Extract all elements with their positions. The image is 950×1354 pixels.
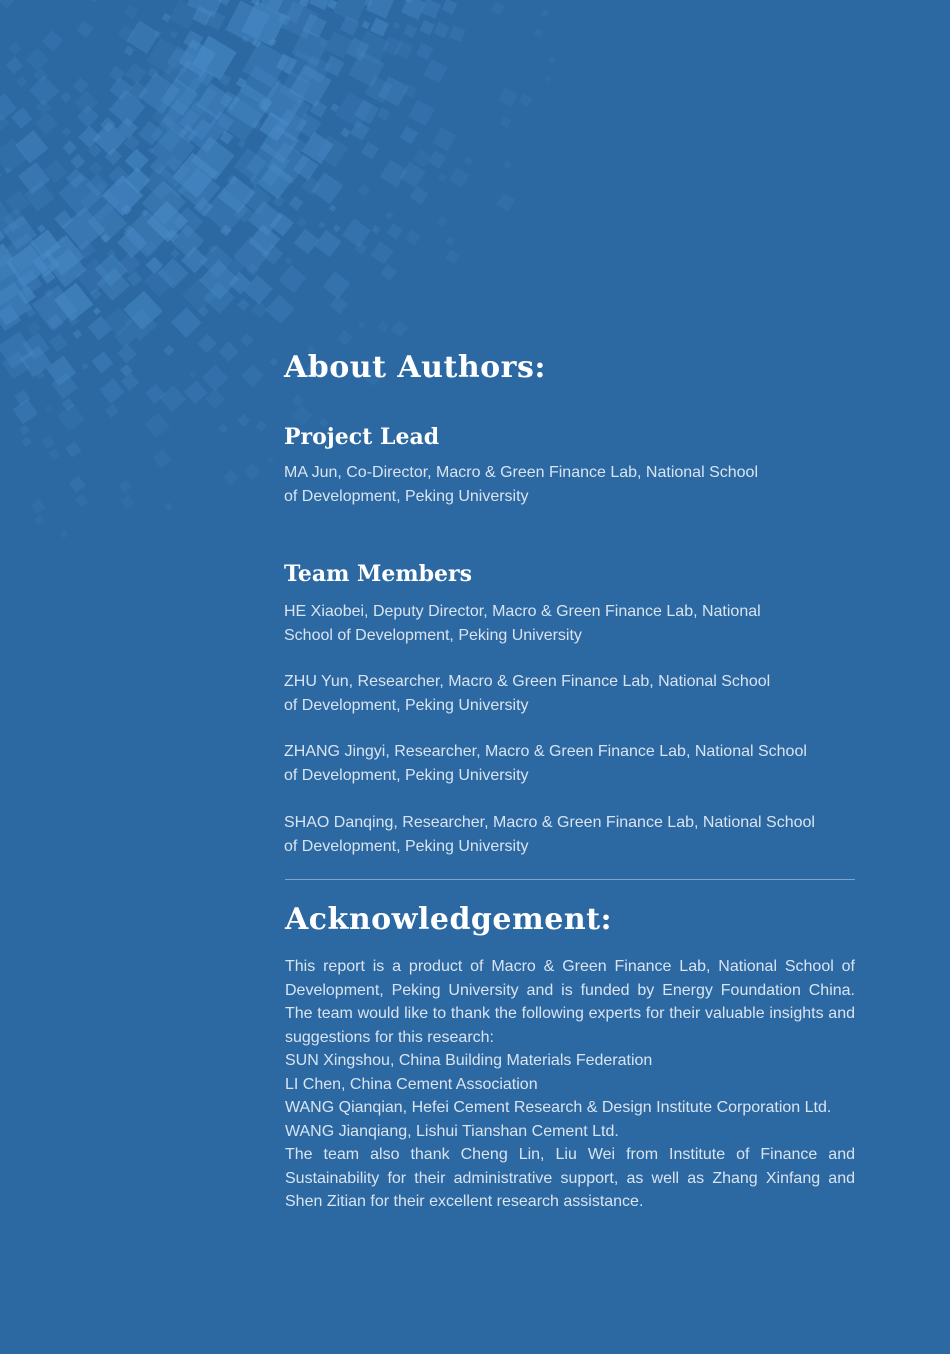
team-member-entry <box>284 740 807 787</box>
acknowledgement-body <box>285 955 855 1214</box>
entry-line: of Development, Peking University <box>284 766 529 784</box>
entry-line: of Development, Peking University <box>284 837 529 855</box>
acknowledgement-intro: This report is a product of Macro & Green Finance Lab, National School of Development, Peking University and is funded by Energy Foundation China. The team would like to thank the following experts for their valuable insights and suggestions for this research: <box>285 958 855 1046</box>
acknowledgement-closing: The team also thank Cheng Lin, Liu Wei from Institute of Finance and Sustainability for their administrative support, as well as Zhang Xinfang and Shen Zitian for their excellent research assistance. <box>285 1146 855 1210</box>
acknowledgement-heading: Acknowledgement: <box>285 902 613 937</box>
entry-line: ZHANG Jingyi, Researcher, Macro & Green Finance Lab, National School <box>284 743 807 760</box>
entry-line: SHAO Danqing, Researcher, Macro & Green Finance Lab, National School <box>284 814 815 831</box>
project-lead-heading: Project Lead <box>284 424 440 450</box>
team-members-heading: Team Members <box>284 561 473 587</box>
entry-line: of Development, Peking University <box>284 696 529 714</box>
section-divider <box>285 879 855 880</box>
expert-item: LI Chen, China Cement Association <box>285 1075 538 1093</box>
entry-line: School of Development, Peking University <box>284 626 582 644</box>
expert-item: SUN Xingshou, China Building Materials Federation <box>285 1052 653 1069</box>
team-member-entry <box>284 811 815 858</box>
entry-line: of Development, Peking University <box>284 487 529 505</box>
expert-item: WANG Qianqian, Hefei Cement Research & Design Institute Corporation Ltd. <box>285 1099 832 1116</box>
expert-item: WANG Jianqiang, Lishui Tianshan Cement Ltd. <box>285 1122 619 1140</box>
entry-line: MA Jun, Co-Director, Macro & Green Finance Lab, National School <box>284 464 758 481</box>
entry-line: ZHU Yun, Researcher, Macro & Green Finance Lab, National School <box>284 673 771 690</box>
about-authors-heading: About Authors: <box>284 350 546 385</box>
team-member-entry <box>284 670 770 717</box>
team-member-entry <box>284 600 761 647</box>
entry-line: HE Xiaobei, Deputy Director, Macro & Green Finance Lab, National <box>284 603 761 620</box>
project-lead-entry <box>284 461 758 508</box>
